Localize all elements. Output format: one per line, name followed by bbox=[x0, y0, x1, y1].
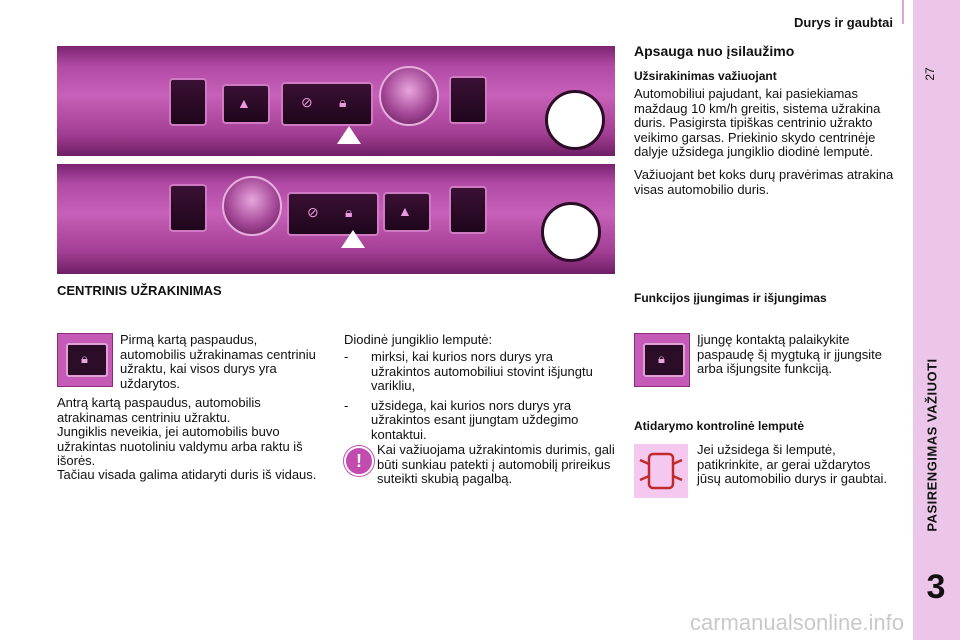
subheading-function-toggle: Funkcijos įjungimas ir išjungimas bbox=[634, 291, 827, 305]
heater-knob bbox=[222, 176, 282, 236]
page-number: 27 bbox=[923, 67, 937, 81]
window-switch-right bbox=[449, 186, 487, 234]
chapter-number: 3 bbox=[926, 568, 946, 606]
window-switch-left bbox=[169, 184, 207, 232]
unlock-icon: ⊘ bbox=[301, 94, 313, 110]
section-heading-anti-theft: Apsauga nuo įsilaužimo bbox=[634, 43, 795, 59]
hazard-icon: ▲ bbox=[398, 203, 412, 219]
hazard-button bbox=[222, 84, 270, 124]
watermark: carmanualsonline.info bbox=[690, 610, 905, 635]
lock-icon: 🔒︎ bbox=[643, 343, 685, 377]
lock-switch-panel bbox=[287, 192, 379, 236]
chapter-title: Durys ir gaubtai bbox=[794, 15, 893, 30]
auto-lock-text: Automobiliui pajudant, kai pasiekiamas maždaug 10 km/h greitis, sistema užrakina duris. Pasigirsta tipiškas centrinio užrakto veikimo garsas. Priekinio skydo centrinėje dalyje užsidega jungiklio diodinė lemputė. bbox=[634, 86, 881, 159]
chapter-vertical-label: PASIRENGIMAS VAŽIUOTI bbox=[924, 358, 940, 532]
car-doors-icon bbox=[634, 444, 688, 498]
list-item: - užsidega, kai kurios nors durys yra užrakintos esant įjungtam uždegimo kontaktui. bbox=[344, 397, 579, 442]
window-switch-right bbox=[449, 76, 487, 124]
dashboard-switch-photo-bottom bbox=[57, 164, 615, 274]
hazard-button bbox=[383, 192, 431, 232]
heater-knob bbox=[379, 66, 439, 126]
header-divider bbox=[902, 0, 904, 24]
lock-button-thumbnail bbox=[57, 333, 113, 387]
lock-icon: 🔒︎ bbox=[345, 204, 353, 220]
list-item: - mirksi, kai kurios nors durys yra užrakintos automobiliui stovint išjungtu varikliu, bbox=[344, 349, 593, 393]
lock-button-thumbnail bbox=[634, 333, 690, 387]
open-inside-text: Tačiau visada galima atidaryti duris iš vidaus. bbox=[57, 467, 317, 482]
subheading-open-indicator: Atidarymo kontrolinė lemputė bbox=[634, 419, 805, 433]
hazard-icon: ▲ bbox=[237, 95, 251, 111]
warning-icon: ! bbox=[344, 446, 374, 476]
door-open-unlock-text: Važiuojant bet koks durų pravėrimas atrakina visas automobilio duris. bbox=[634, 167, 894, 197]
diode-bullet-list bbox=[344, 350, 614, 442]
door-open-warning-icon bbox=[634, 444, 688, 498]
dashboard-switch-photo-top bbox=[57, 46, 615, 156]
arrow-up-icon bbox=[341, 230, 365, 248]
window-switch-left bbox=[169, 78, 207, 126]
arrow-up-icon bbox=[337, 126, 361, 144]
door-lock-symbol-icon bbox=[545, 90, 605, 150]
second-press-text: Antrą kartą paspaudus, automobilis atrakinamas centriniu užraktu. bbox=[57, 395, 261, 425]
first-press-text: Pirmą kartą paspaudus, automobilis užrakinamas centriniu užraktu, kai visos durys yra uždarytos. bbox=[120, 332, 316, 391]
not-working-text: Jungiklis neveikia, jei automobilis buvo užrakintas nuotoliniu valdymu arba raktu iš išorės. bbox=[57, 424, 303, 468]
open-indicator-text: Jei užsidega ši lemputė, patikrinkite, ar gerai uždarytos jūsų automobilio durys ir gaubtai. bbox=[697, 442, 888, 486]
unlock-icon: ⊘ bbox=[307, 204, 319, 220]
warning-text: Kai važiuojama užrakintomis durimis, gali būti sunkiau patekti į automobilį prireikus suteikti skubią pagalbą. bbox=[377, 442, 615, 486]
subheading-auto-lock: Užsirakinimas važiuojant bbox=[634, 69, 777, 83]
lock-icon: 🔒︎ bbox=[66, 343, 108, 377]
function-toggle-text: Įjungę kontaktą palaikykite paspaudę šį mygtuką ir įjungsite arba išjungsite funkciją. bbox=[697, 332, 882, 376]
lock-switch-panel bbox=[281, 82, 373, 126]
diode-title: Diodinė jungiklio lemputė: bbox=[344, 332, 493, 347]
lock-icon: 🔒︎ bbox=[339, 94, 347, 110]
section-heading-central-locking: CENTRINIS UŽRAKINIMAS bbox=[57, 283, 222, 298]
door-lock-symbol-icon bbox=[541, 202, 601, 262]
